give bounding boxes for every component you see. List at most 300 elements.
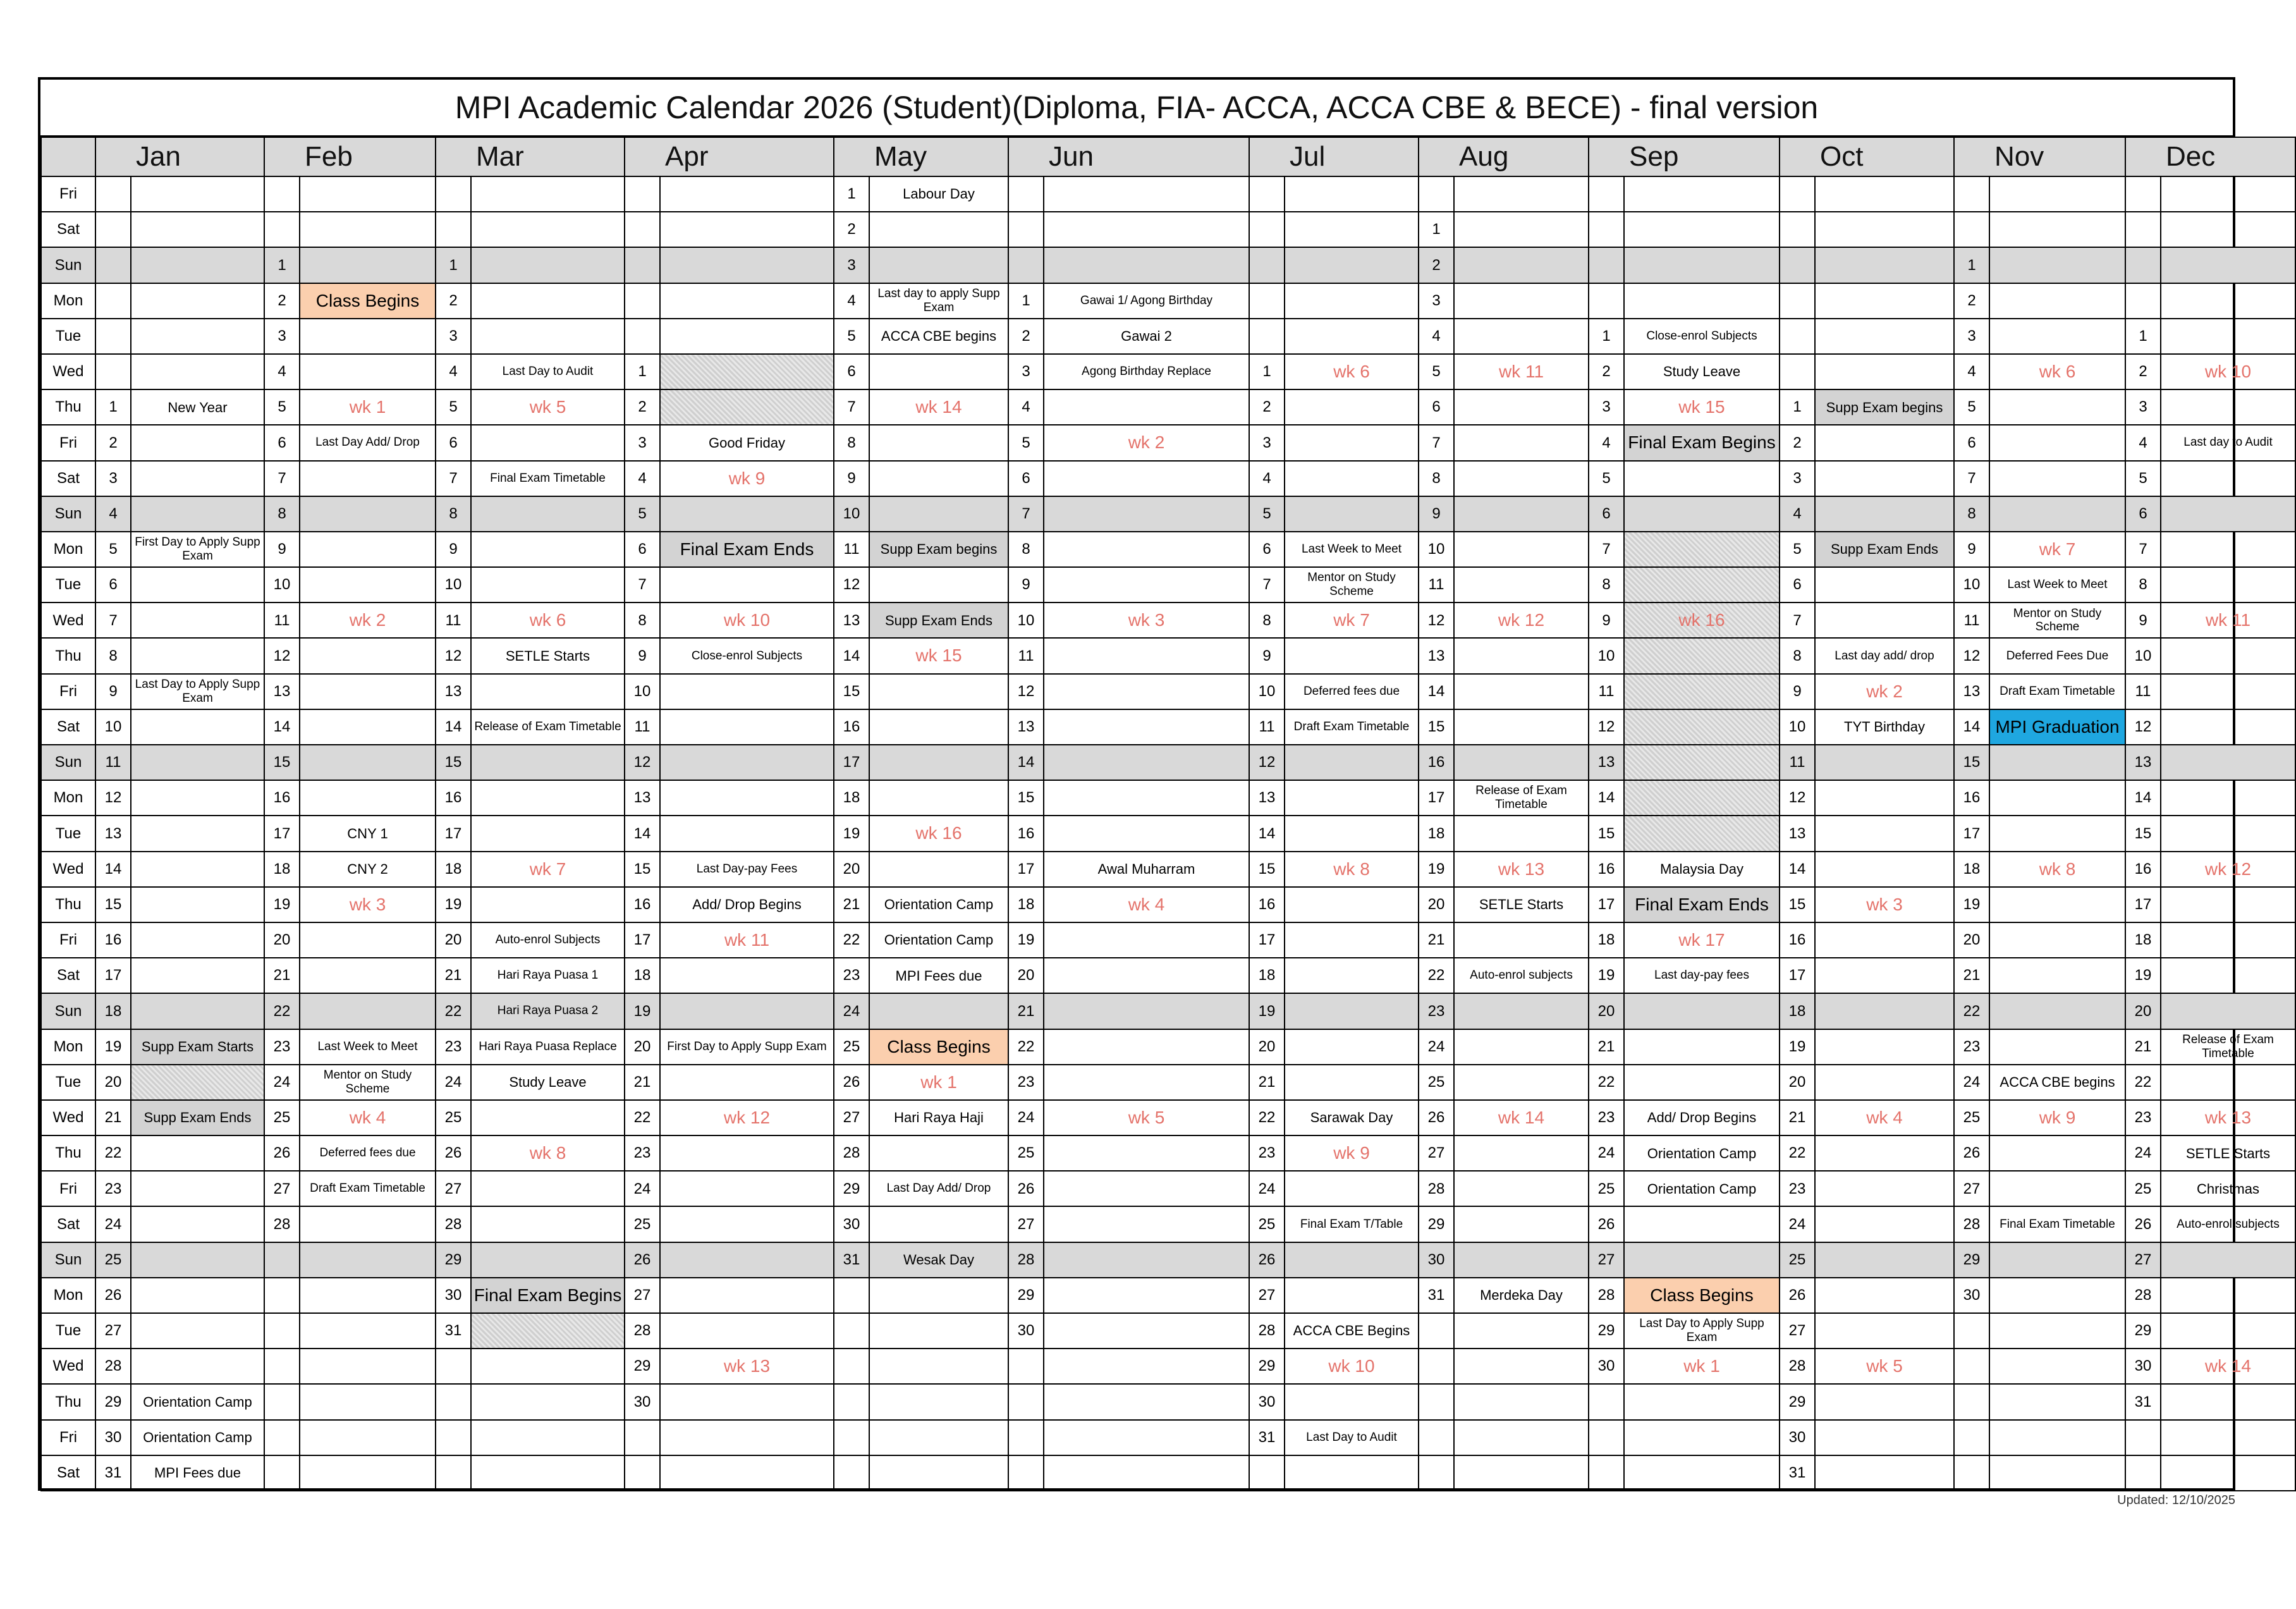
weekday-label: Sat [41, 212, 95, 247]
event-cell: Study Leave [471, 1065, 625, 1100]
day-number [1780, 247, 1815, 283]
day-number: 26 [1249, 1242, 1285, 1278]
event-cell [1044, 1384, 1249, 1419]
day-number: 24 [1008, 1100, 1044, 1135]
day-number: 23 [1008, 1065, 1044, 1100]
event-cell: Orientation Camp [131, 1384, 264, 1419]
event-cell [1989, 319, 2125, 354]
month-header-spacer [1419, 137, 1454, 176]
day-number: 13 [1589, 745, 1624, 780]
day-number [264, 1242, 300, 1278]
day-number: 2 [436, 283, 471, 319]
event-cell [1815, 319, 1954, 354]
day-number: 13 [1954, 674, 1989, 709]
calendar-row [41, 745, 2295, 780]
day-number: 7 [95, 603, 131, 638]
day-number: 3 [1589, 389, 1624, 425]
event-cell [300, 212, 436, 247]
event-cell: Mentor on Study Scheme [1989, 603, 2125, 638]
event-cell: wk 11 [2161, 603, 2295, 638]
event-cell [471, 283, 625, 319]
day-number [1780, 176, 1815, 212]
day-number [625, 283, 660, 319]
day-number: 4 [2125, 425, 2161, 460]
day-number: 25 [834, 1029, 869, 1065]
event-cell [1989, 212, 2125, 247]
day-number: 30 [1954, 1278, 1989, 1313]
event-cell [869, 745, 1008, 780]
event-cell [1989, 1171, 2125, 1206]
event-cell: Mentor on Study Scheme [1285, 567, 1419, 603]
event-cell [300, 354, 436, 389]
day-number [625, 1455, 660, 1491]
day-number: 9 [1780, 674, 1815, 709]
event-cell [660, 1206, 834, 1242]
day-number: 6 [1008, 461, 1044, 496]
day-number [436, 1349, 471, 1384]
day-number: 24 [1419, 1029, 1454, 1065]
event-cell [1815, 1455, 1954, 1491]
day-number [625, 319, 660, 354]
event-cell [300, 709, 436, 745]
day-number: 25 [1780, 1242, 1815, 1278]
month-header-may: May [869, 137, 1008, 176]
day-number: 6 [436, 425, 471, 460]
event-cell [1989, 1349, 2125, 1384]
calendar-row [41, 567, 2295, 603]
event-cell: wk 10 [660, 603, 834, 638]
day-number: 18 [1008, 887, 1044, 922]
event-cell [660, 319, 834, 354]
calendar-row [41, 247, 2295, 283]
event-cell: Last Week to Meet [300, 1029, 436, 1065]
day-number: 5 [264, 389, 300, 425]
day-number: 23 [834, 958, 869, 993]
event-cell: First Day to Apply Supp Exam [660, 1029, 834, 1065]
event-cell: wk 12 [660, 1100, 834, 1135]
event-cell: wk 16 [869, 816, 1008, 851]
day-number: 24 [625, 1171, 660, 1206]
event-cell [131, 780, 264, 816]
day-number: 14 [2125, 780, 2161, 816]
event-cell [1989, 1384, 2125, 1419]
day-number: 30 [1780, 1420, 1815, 1455]
day-number: 13 [1780, 816, 1815, 851]
event-cell [2161, 1065, 2295, 1100]
day-number: 21 [625, 1065, 660, 1100]
event-cell [1624, 674, 1780, 709]
event-cell [869, 780, 1008, 816]
day-number: 23 [1589, 1100, 1624, 1135]
event-cell [1989, 816, 2125, 851]
day-number: 6 [1589, 496, 1624, 532]
event-cell: Class Begins [1624, 1278, 1780, 1313]
day-number: 29 [436, 1242, 471, 1278]
event-cell: Final Exam Timetable [471, 461, 625, 496]
day-number: 26 [2125, 1206, 2161, 1242]
day-number: 21 [1954, 958, 1989, 993]
day-number: 6 [834, 354, 869, 389]
day-number [2125, 212, 2161, 247]
event-cell [2161, 780, 2295, 816]
day-number: 16 [1249, 887, 1285, 922]
day-number: 1 [1419, 212, 1454, 247]
day-number [1954, 1349, 1989, 1384]
event-cell [660, 1455, 834, 1491]
event-cell [2161, 1420, 2295, 1455]
event-cell [1815, 247, 1954, 283]
event-cell [131, 993, 264, 1029]
day-number: 9 [1249, 638, 1285, 673]
event-cell [471, 176, 625, 212]
event-cell: Auto-enrol Subjects [471, 922, 625, 958]
day-number [1249, 283, 1285, 319]
event-cell: wk 2 [1815, 674, 1954, 709]
event-cell [1044, 674, 1249, 709]
event-cell: wk 15 [869, 638, 1008, 673]
event-cell [869, 993, 1008, 1029]
event-cell [131, 567, 264, 603]
event-cell: wk 14 [2161, 1349, 2295, 1384]
day-number: 19 [1008, 922, 1044, 958]
day-number: 16 [436, 780, 471, 816]
weekday-label: Sat [41, 461, 95, 496]
event-cell [869, 247, 1008, 283]
event-cell [471, 1349, 625, 1384]
event-cell: wk 11 [1454, 354, 1589, 389]
day-number: 5 [2125, 461, 2161, 496]
day-number: 10 [1249, 674, 1285, 709]
day-number: 21 [264, 958, 300, 993]
event-cell [869, 674, 1008, 709]
event-cell [1454, 1135, 1589, 1171]
day-number: 12 [834, 567, 869, 603]
day-number: 29 [1589, 1313, 1624, 1349]
event-cell: Supp Exam begins [869, 532, 1008, 567]
day-number [1954, 1455, 1989, 1491]
event-cell [131, 709, 264, 745]
day-number: 4 [1954, 354, 1989, 389]
event-cell [1454, 745, 1589, 780]
day-number: 21 [1419, 922, 1454, 958]
day-number: 3 [1954, 319, 1989, 354]
weekday-label: Thu [41, 1135, 95, 1171]
day-number [1589, 1455, 1624, 1491]
day-number: 22 [1589, 1065, 1624, 1100]
day-number: 11 [625, 709, 660, 745]
event-cell [1454, 1349, 1589, 1384]
weekday-label: Sat [41, 1206, 95, 1242]
event-cell [1454, 1242, 1589, 1278]
day-number [1249, 247, 1285, 283]
month-header-spacer [625, 137, 660, 176]
event-cell [1285, 1065, 1419, 1100]
day-number [625, 212, 660, 247]
day-number [2125, 1420, 2161, 1455]
calendar-row [41, 176, 2295, 212]
event-cell: wk 10 [1285, 1349, 1419, 1384]
day-number: 12 [436, 638, 471, 673]
event-cell: wk 8 [1285, 852, 1419, 887]
event-cell [300, 1455, 436, 1491]
event-cell [1044, 958, 1249, 993]
event-cell [1454, 709, 1589, 745]
event-cell [300, 496, 436, 532]
calendar-row [41, 816, 2295, 851]
event-cell: Last Day to Apply Supp Exam [131, 674, 264, 709]
event-cell [131, 1206, 264, 1242]
day-number [95, 247, 131, 283]
event-cell [1044, 461, 1249, 496]
weekday-label: Fri [41, 1171, 95, 1206]
day-number: 16 [1589, 852, 1624, 887]
day-number: 12 [264, 638, 300, 673]
event-cell [1815, 1065, 1954, 1100]
month-header-spacer [1780, 137, 1815, 176]
weekday-label: Mon [41, 780, 95, 816]
day-number: 23 [264, 1029, 300, 1065]
day-number [436, 1384, 471, 1419]
event-cell: Orientation Camp [1624, 1135, 1780, 1171]
event-cell [1044, 1349, 1249, 1384]
day-number [264, 1278, 300, 1313]
day-number: 9 [95, 674, 131, 709]
day-number [1419, 1384, 1454, 1419]
event-cell [471, 1206, 625, 1242]
weekday-label: Sun [41, 247, 95, 283]
day-number [436, 176, 471, 212]
day-number: 27 [625, 1278, 660, 1313]
event-cell: CNY 1 [300, 816, 436, 851]
day-number: 1 [1008, 283, 1044, 319]
event-cell [1989, 958, 2125, 993]
day-number: 21 [436, 958, 471, 993]
day-number: 25 [264, 1100, 300, 1135]
academic-calendar [38, 77, 2280, 1491]
day-number: 30 [436, 1278, 471, 1313]
day-number: 10 [1780, 709, 1815, 745]
event-cell [131, 922, 264, 958]
day-number: 30 [95, 1420, 131, 1455]
event-cell: Deferred fees due [1285, 674, 1419, 709]
day-number: 20 [1419, 887, 1454, 922]
day-number: 24 [2125, 1135, 2161, 1171]
day-number: 14 [1008, 745, 1044, 780]
day-number: 11 [1954, 603, 1989, 638]
event-cell: Final Exam Ends [1624, 887, 1780, 922]
day-number: 8 [264, 496, 300, 532]
weekday-label: Wed [41, 852, 95, 887]
day-number: 26 [264, 1135, 300, 1171]
event-cell [300, 780, 436, 816]
event-cell: wk 3 [1815, 887, 1954, 922]
event-cell [2161, 1242, 2295, 1278]
event-cell [131, 1171, 264, 1206]
day-number: 8 [436, 496, 471, 532]
event-cell [131, 852, 264, 887]
day-number: 28 [2125, 1278, 2161, 1313]
event-cell [300, 176, 436, 212]
day-number [1249, 319, 1285, 354]
event-cell [2161, 567, 2295, 603]
event-cell [1624, 176, 1780, 212]
day-number: 25 [95, 1242, 131, 1278]
event-cell: wk 3 [300, 887, 436, 922]
month-header-jun: Jun [1044, 137, 1249, 176]
event-cell [1815, 425, 1954, 460]
day-number: 26 [1419, 1100, 1454, 1135]
event-cell [2161, 461, 2295, 496]
event-cell [1989, 1242, 2125, 1278]
event-cell [471, 532, 625, 567]
event-cell [1044, 1242, 1249, 1278]
event-cell: SETLE Starts [471, 638, 625, 673]
event-cell [1285, 319, 1419, 354]
event-cell [471, 1313, 625, 1349]
day-number [95, 283, 131, 319]
event-cell: Last Week to Meet [1285, 532, 1419, 567]
day-number [834, 1455, 869, 1491]
event-cell: ACCA CBE begins [1989, 1065, 2125, 1100]
event-cell: Wesak Day [869, 1242, 1008, 1278]
event-cell [1815, 603, 1954, 638]
day-number: 18 [264, 852, 300, 887]
day-number: 12 [1249, 745, 1285, 780]
day-number: 29 [834, 1171, 869, 1206]
day-number: 13 [1249, 780, 1285, 816]
day-number: 7 [1419, 425, 1454, 460]
event-cell: Final Exam Begins [471, 1278, 625, 1313]
event-cell [1624, 283, 1780, 319]
event-cell [1815, 1206, 1954, 1242]
event-cell [1454, 461, 1589, 496]
day-number: 17 [625, 922, 660, 958]
calendar-row [41, 709, 2295, 745]
day-number: 15 [1008, 780, 1044, 816]
day-number: 31 [95, 1455, 131, 1491]
event-cell [660, 1313, 834, 1349]
event-cell: Last day add/ drop [1815, 638, 1954, 673]
day-number: 11 [1780, 745, 1815, 780]
event-cell: MPI Fees due [131, 1455, 264, 1491]
event-cell [660, 567, 834, 603]
calendar-row [41, 922, 2295, 958]
event-cell [300, 1313, 436, 1349]
event-cell [1044, 1206, 1249, 1242]
day-number: 7 [436, 461, 471, 496]
day-number: 23 [1954, 1029, 1989, 1065]
day-number [1589, 283, 1624, 319]
event-cell [1815, 745, 1954, 780]
weekday-label: Mon [41, 1029, 95, 1065]
day-number: 26 [1008, 1171, 1044, 1206]
day-number: 3 [1419, 283, 1454, 319]
day-number: 8 [1589, 567, 1624, 603]
day-number: 22 [2125, 1065, 2161, 1100]
event-cell: Release of Exam Timetable [1454, 780, 1589, 816]
event-cell: wk 7 [1285, 603, 1419, 638]
day-number [834, 1420, 869, 1455]
day-number: 28 [1008, 1242, 1044, 1278]
day-number: 27 [834, 1100, 869, 1135]
event-cell [1285, 1278, 1419, 1313]
event-cell: Supp Exam Ends [131, 1100, 264, 1135]
day-number [95, 354, 131, 389]
day-number: 23 [1249, 1135, 1285, 1171]
day-number: 4 [834, 283, 869, 319]
event-cell [131, 1065, 264, 1100]
event-cell [1044, 1171, 1249, 1206]
day-number: 10 [436, 567, 471, 603]
day-number: 17 [1954, 816, 1989, 851]
event-cell: Final Exam Begins [1624, 425, 1780, 460]
event-cell: Last Day to Audit [1285, 1420, 1419, 1455]
day-number [1008, 1349, 1044, 1384]
day-number: 14 [95, 852, 131, 887]
day-number [834, 1384, 869, 1419]
day-number: 20 [1589, 993, 1624, 1029]
day-number: 7 [264, 461, 300, 496]
day-number: 11 [1419, 567, 1454, 603]
event-cell [1989, 887, 2125, 922]
day-number: 15 [2125, 816, 2161, 851]
event-cell: Deferred fees due [300, 1135, 436, 1171]
weekday-label: Sun [41, 993, 95, 1029]
event-cell: Last day to Audit [2161, 425, 2295, 460]
day-number: 20 [264, 922, 300, 958]
day-number: 12 [1780, 780, 1815, 816]
event-cell [2161, 674, 2295, 709]
day-number: 7 [1954, 461, 1989, 496]
calendar-title: MPI Academic Calendar 2026 (Student)(Diploma, FIA- ACCA, ACCA CBE & BECE) - final version [40, 80, 2233, 137]
event-cell [1044, 176, 1249, 212]
weekday-label: Thu [41, 1384, 95, 1419]
event-cell [2161, 319, 2295, 354]
event-cell [471, 425, 625, 460]
day-number: 3 [1249, 425, 1285, 460]
event-cell: Draft Exam Timetable [1285, 709, 1419, 745]
day-number: 29 [1419, 1206, 1454, 1242]
month-header-spacer [834, 137, 869, 176]
day-number: 14 [1419, 674, 1454, 709]
calendar-row [41, 425, 2295, 460]
event-cell: Close-enrol Subjects [1624, 319, 1780, 354]
day-number: 1 [1954, 247, 1989, 283]
month-header-mar: Mar [471, 137, 625, 176]
event-cell: wk 9 [1989, 1100, 2125, 1135]
event-cell [869, 1135, 1008, 1171]
event-cell [869, 567, 1008, 603]
event-cell [2161, 176, 2295, 212]
weekday-label: Tue [41, 319, 95, 354]
event-cell [131, 319, 264, 354]
event-cell: MPI Graduation [1989, 709, 2125, 745]
event-cell [1454, 425, 1589, 460]
event-cell: Awal Muharram [1044, 852, 1249, 887]
event-cell: Mentor on Study Scheme [300, 1065, 436, 1100]
day-number: 25 [1008, 1135, 1044, 1171]
event-cell [2161, 532, 2295, 567]
day-number: 24 [264, 1065, 300, 1100]
event-cell [1624, 1455, 1780, 1491]
day-number: 31 [2125, 1384, 2161, 1419]
weekday-label: Mon [41, 532, 95, 567]
event-cell [2161, 212, 2295, 247]
event-cell [131, 1278, 264, 1313]
day-number: 6 [2125, 496, 2161, 532]
event-cell: wk 8 [471, 1135, 625, 1171]
event-cell [1454, 319, 1589, 354]
